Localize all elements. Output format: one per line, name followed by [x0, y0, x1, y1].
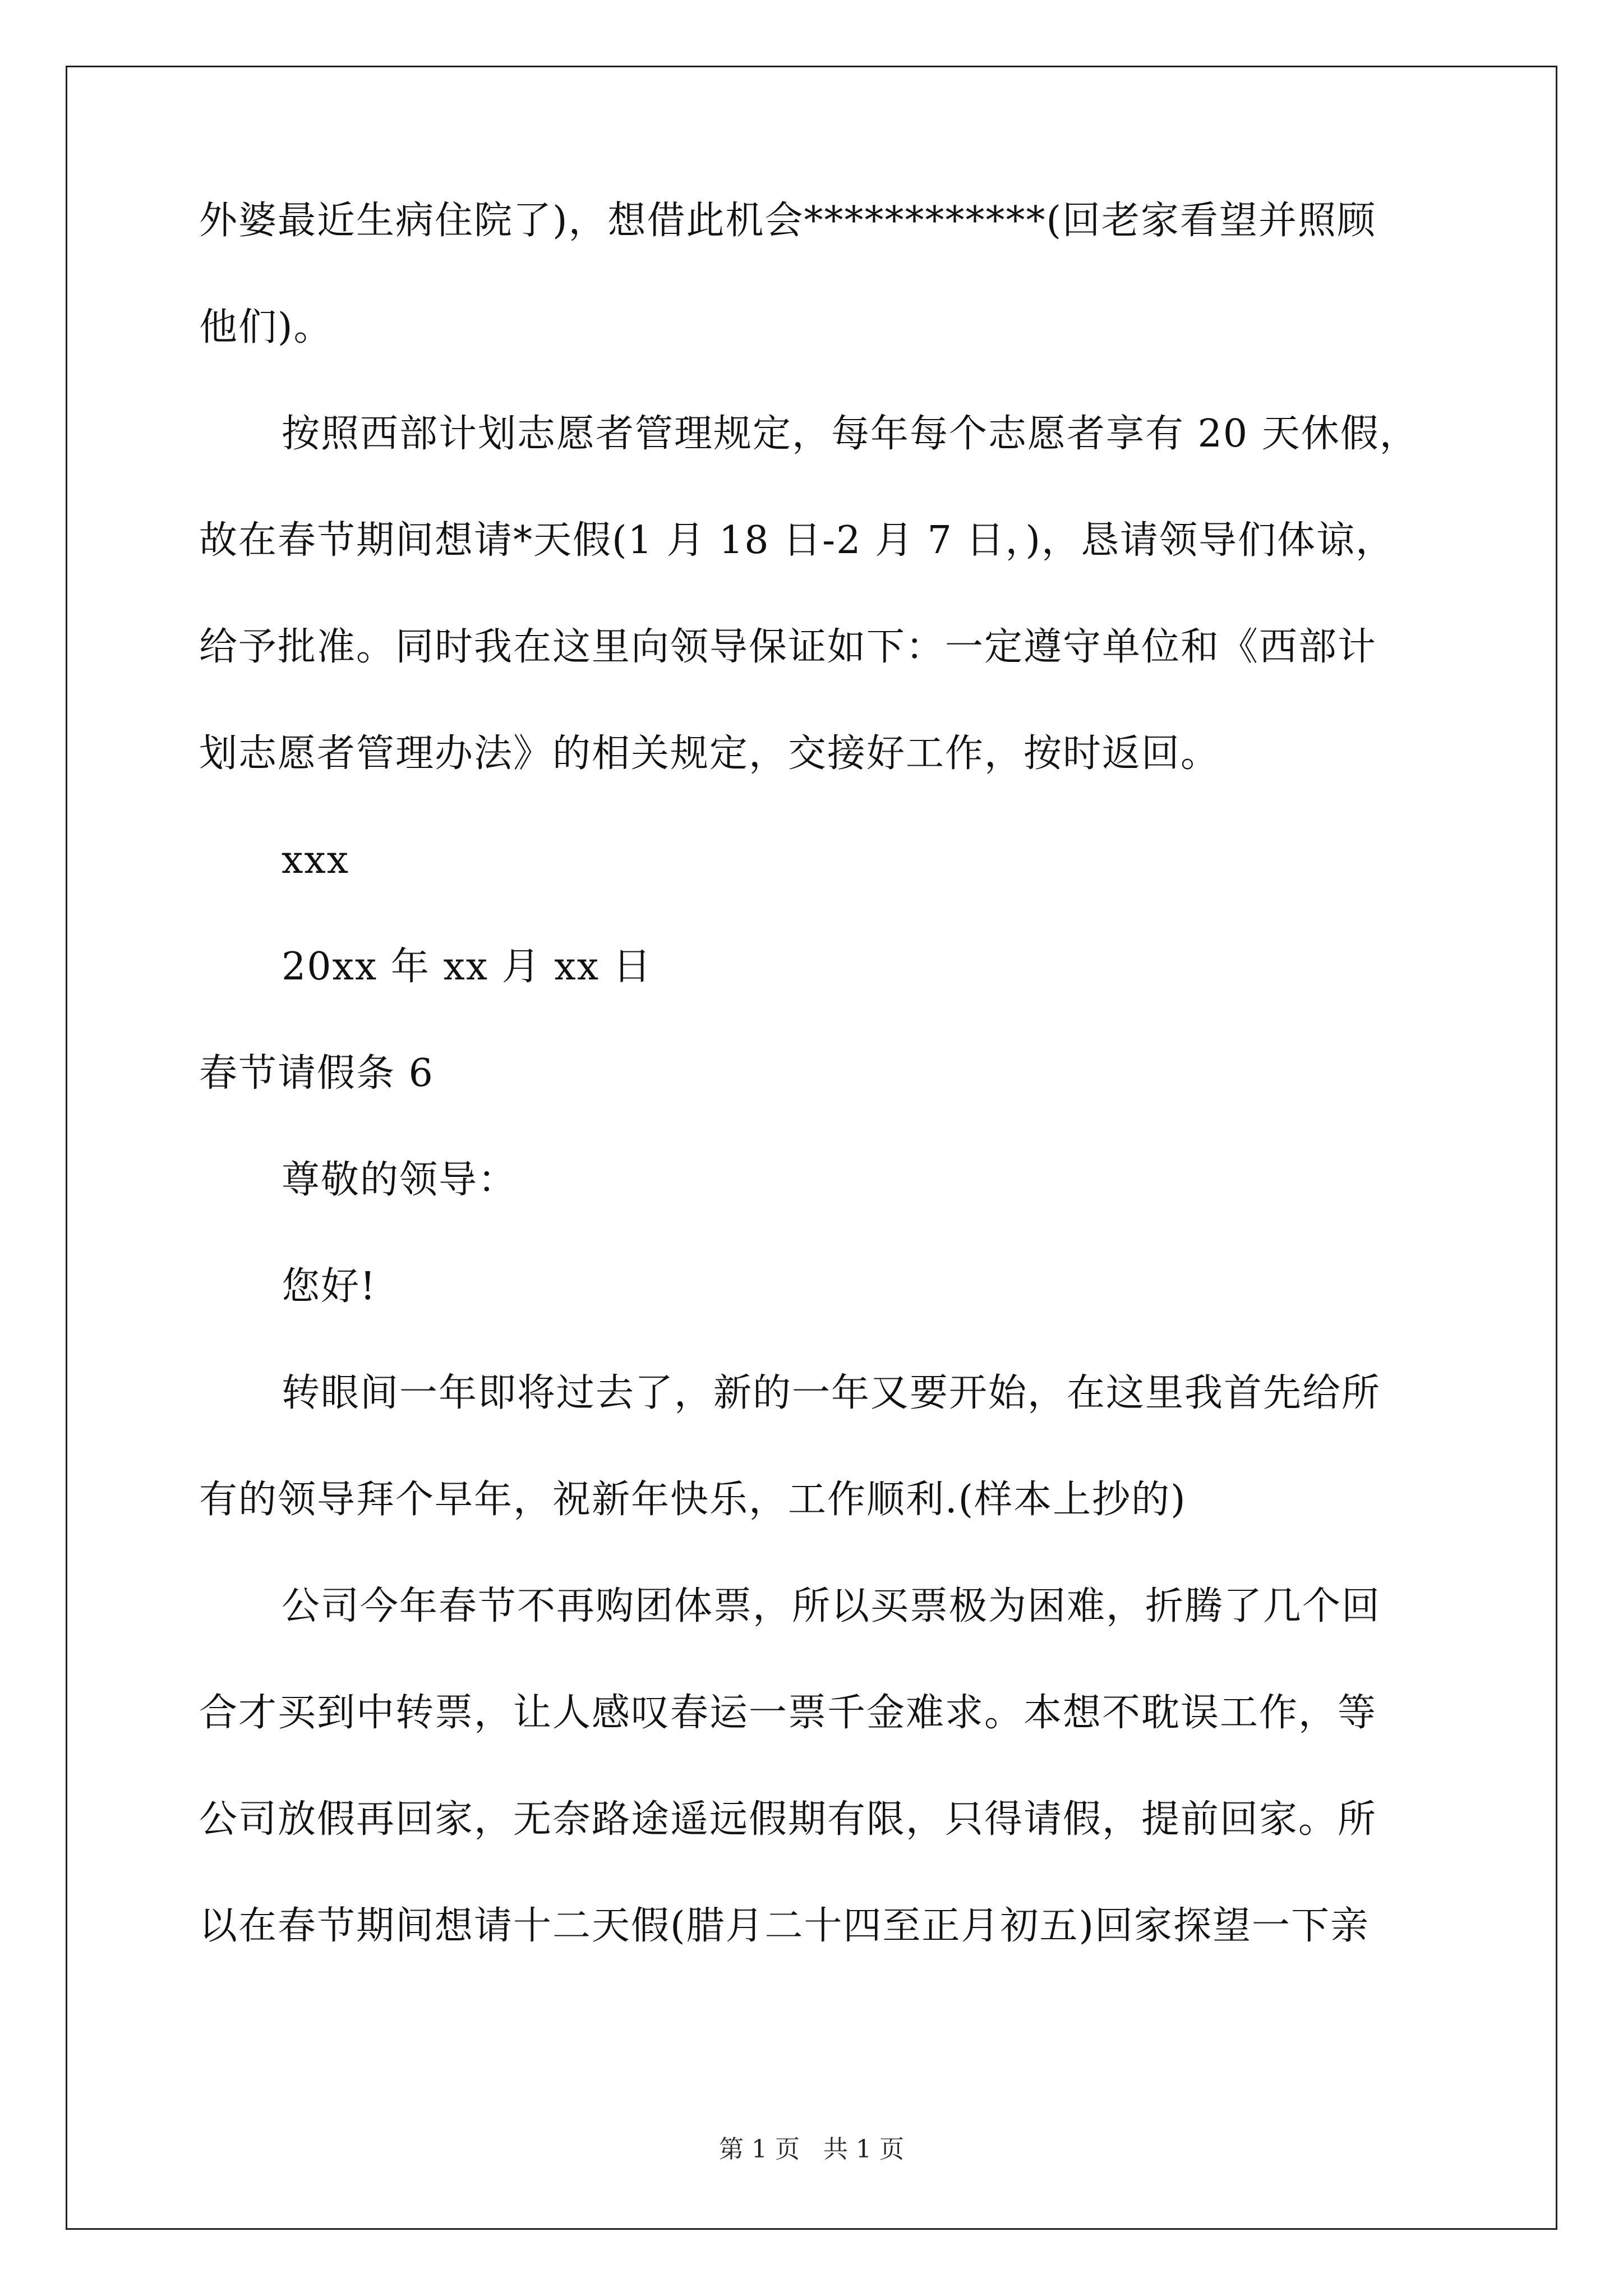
- section-title: 春节请假条 6: [199, 1051, 434, 1096]
- text-line-3: 按照西部计划志愿者管理规定，每年每个志愿者享有 20 天休假，: [282, 412, 1419, 456]
- text-line-17: 以在春节期间想请十二天假(腊月二十四至正月初五)回家探望一下亲: [199, 1904, 1370, 1948]
- greeting: 您好!: [282, 1264, 377, 1309]
- text-line-14: 公司今年春节不再购团体票，所以买票极为困难，折腾了几个回: [282, 1584, 1381, 1628]
- text-line-16: 公司放假再回家，无奈路途遥远假期有限，只得请假，提前回家。所: [199, 1797, 1377, 1842]
- text-line-5: 给予批准。同时我在这里向领导保证如下：一定遵守单位和《西部计: [199, 625, 1377, 669]
- text-line-12: 转眼间一年即将过去了，新的一年又要开始，在这里我首先给所: [282, 1371, 1381, 1415]
- text-line-4: 故在春节期间想请*天假(1 月 18 日-2 月 7 日，)，恳请领导们体谅，: [199, 518, 1395, 563]
- signature-date: 20xx 年 xx 月 xx 日: [282, 945, 652, 989]
- document-body: [199, 199, 1433, 2014]
- signature-name: xxx: [282, 838, 350, 882]
- text-line-13: 有的领导拜个早年，祝新年快乐，工作顺利.(样本上抄的): [199, 1478, 1187, 1522]
- text-line-6: 划志愿者管理办法》的相关规定，交接好工作，按时返回。: [199, 731, 1220, 776]
- text-line-1: 外婆最近生病住院了)，想借此机会************(回老家看望并照顾: [199, 199, 1377, 243]
- text-line-2: 他们)。: [199, 305, 333, 349]
- text-line-15: 合才买到中转票，让人感叹春运一票千金难求。本想不耽误工作，等: [199, 1691, 1377, 1735]
- salutation: 尊敬的领导：: [282, 1158, 518, 1202]
- page-footer: 第 1 页 共 1 页: [719, 2135, 904, 2164]
